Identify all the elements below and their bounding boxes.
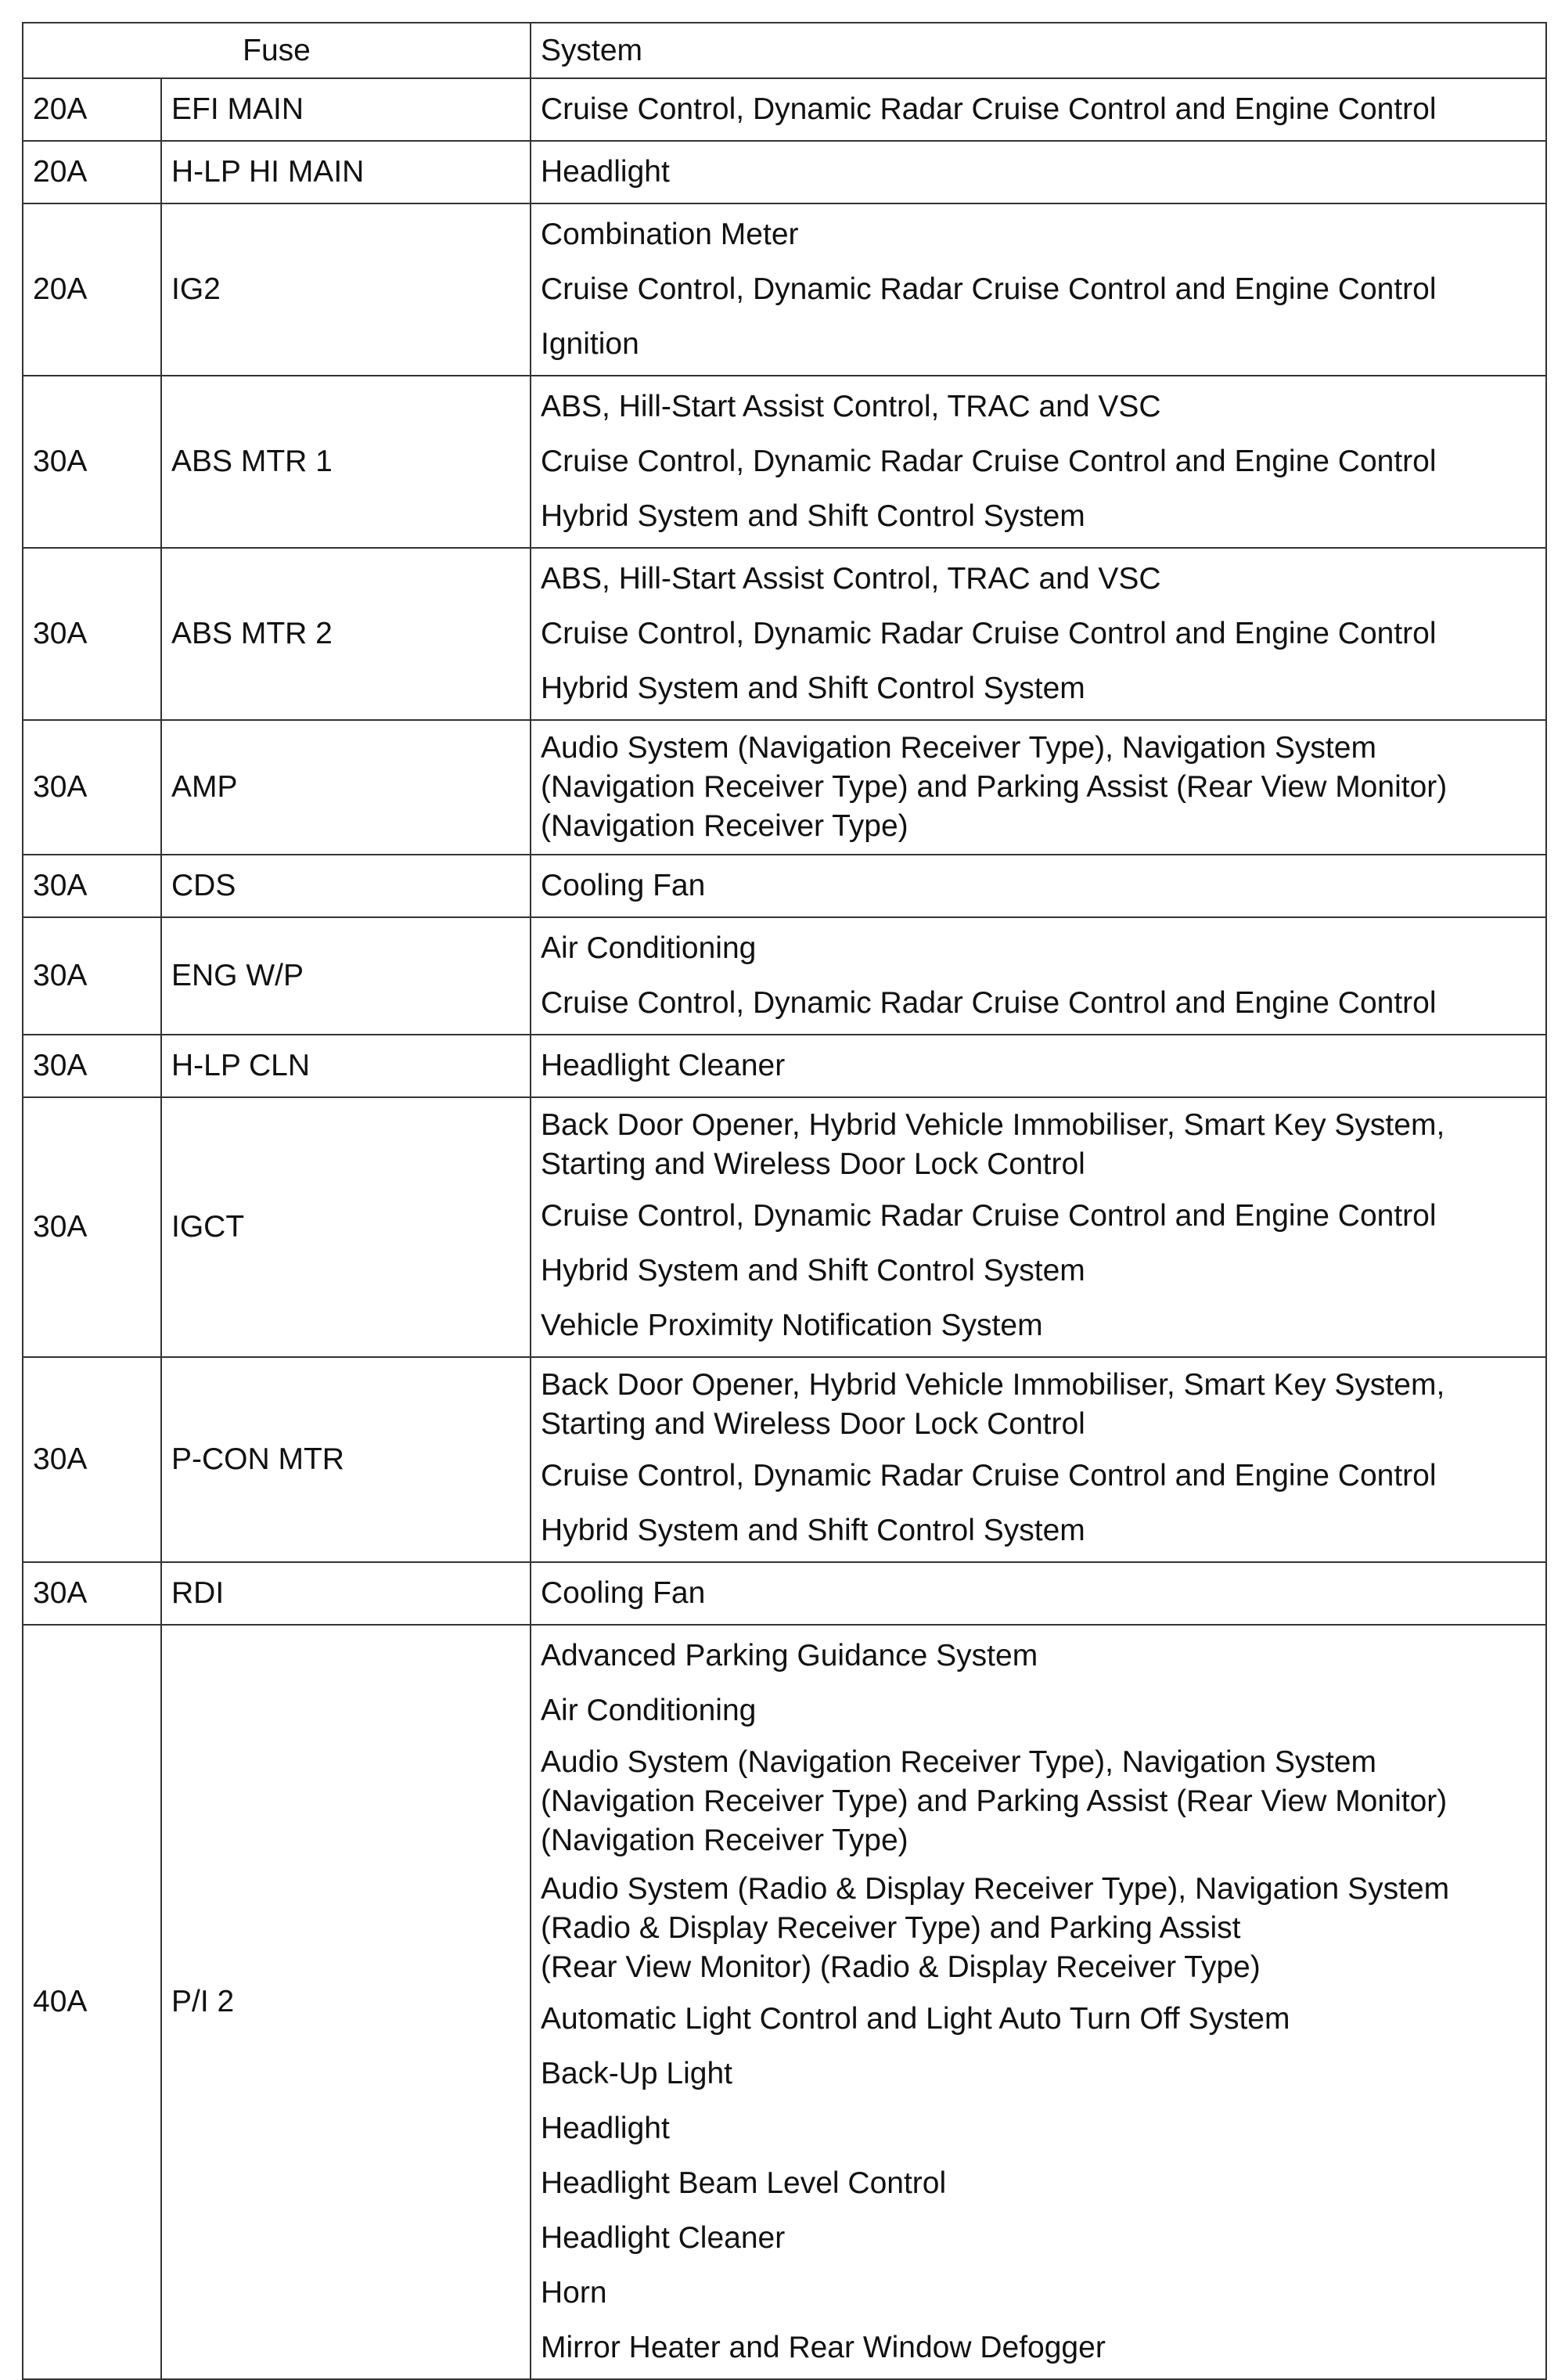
fuse-name: IG2 xyxy=(161,203,531,376)
system-list xyxy=(531,1357,1546,1562)
fuse-amperage: 40A xyxy=(23,1625,161,2379)
system-item: Cruise Control, Dynamic Radar Cruise Control and Engine Control xyxy=(541,1199,1437,1233)
fuse-name: H-LP CLN xyxy=(161,1035,531,1097)
system-item: Audio System (Radio & Display Receiver Type), Navigation System (Radio & Display Receiver Type) and Parking Assist (Rear View Monitor) (Radio & Display Receiver Type) xyxy=(541,1872,1450,1984)
table-row xyxy=(23,1035,1546,1097)
system-item: Audio System (Navigation Receiver Type), Navigation System (Navigation Receiver Type) and Parking Assist (Rear View Monitor) (Navigation Receiver Type) xyxy=(541,731,1448,843)
table-row xyxy=(23,78,1546,141)
system-list xyxy=(531,548,1546,720)
system-item: ABS, Hill-Start Assist Control, TRAC and VSC xyxy=(541,562,1161,596)
table-row xyxy=(23,917,1546,1035)
table-row xyxy=(23,548,1546,720)
fuse-name: ABS MTR 2 xyxy=(161,548,531,720)
system-list xyxy=(531,1097,1546,1357)
system-item: Hybrid System and Shift Control System xyxy=(541,1254,1085,1287)
fuse-amperage: 30A xyxy=(23,855,161,917)
system-list xyxy=(531,917,1546,1035)
system-item: Cruise Control, Dynamic Radar Cruise Control and Engine Control xyxy=(541,445,1437,478)
fuse-amperage: 20A xyxy=(23,203,161,376)
fuse-amperage: 30A xyxy=(23,917,161,1035)
table-row xyxy=(23,1357,1546,1562)
fuse-table xyxy=(22,22,1547,2380)
system-item: Mirror Heater and Rear Window Defogger xyxy=(541,2331,1106,2364)
system-item: Cooling Fan xyxy=(541,1576,706,1610)
system-item: Headlight Beam Level Control xyxy=(541,2166,947,2200)
system-item: Headlight Cleaner xyxy=(541,1049,786,1082)
system-list xyxy=(531,1625,1546,2379)
fuse-name: P-CON MTR xyxy=(161,1357,531,1562)
system-item: Cruise Control, Dynamic Radar Cruise Control and Engine Control xyxy=(541,92,1437,126)
fuse-amperage: 30A xyxy=(23,1035,161,1097)
system-item: Headlight Cleaner xyxy=(541,2221,786,2255)
fuse-name: P/I 2 xyxy=(161,1625,531,2379)
fuse-name: CDS xyxy=(161,855,531,917)
system-list xyxy=(531,720,1546,855)
system-item: Cruise Control, Dynamic Radar Cruise Control and Engine Control xyxy=(541,272,1437,306)
system-item: Cruise Control, Dynamic Radar Cruise Control and Engine Control xyxy=(541,986,1437,1020)
fuse-name: AMP xyxy=(161,720,531,855)
system-item: Cruise Control, Dynamic Radar Cruise Control and Engine Control xyxy=(541,617,1437,650)
table-row xyxy=(23,1562,1546,1625)
header-row xyxy=(23,23,1546,78)
system-item: Ignition xyxy=(541,327,639,361)
table-row xyxy=(23,1097,1546,1357)
system-item: Back Door Opener, Hybrid Vehicle Immobiliser, Smart Key System, Starting and Wireless Door Lock Control xyxy=(541,1368,1445,1441)
table-row xyxy=(23,1625,1546,2379)
system-item: Combination Meter xyxy=(541,218,799,251)
system-list xyxy=(531,78,1546,141)
system-item: Hybrid System and Shift Control System xyxy=(541,1514,1085,1547)
system-list xyxy=(531,141,1546,203)
fuse-amperage: 20A xyxy=(23,78,161,141)
table-row xyxy=(23,855,1546,917)
system-item: ABS, Hill-Start Assist Control, TRAC and VSC xyxy=(541,390,1161,423)
system-item: Audio System (Navigation Receiver Type), Navigation System (Navigation Receiver Type) and Parking Assist (Rear View Monitor) (Navigation Receiver Type) xyxy=(541,1745,1448,1857)
system-list xyxy=(531,376,1546,548)
fuse-amperage: 30A xyxy=(23,720,161,855)
system-item: Headlight xyxy=(541,2112,670,2145)
table-row xyxy=(23,203,1546,376)
system-item: Vehicle Proximity Notification System xyxy=(541,1309,1043,1342)
fuse-name: IGCT xyxy=(161,1097,531,1357)
system-item: Automatic Light Control and Light Auto Turn Off System xyxy=(541,2002,1290,2036)
system-item: Back Door Opener, Hybrid Vehicle Immobiliser, Smart Key System, Starting and Wireless Door Lock Control xyxy=(541,1108,1445,1181)
fuse-name: ABS MTR 1 xyxy=(161,376,531,548)
fuse-name: ENG W/P xyxy=(161,917,531,1035)
fuse-amperage: 30A xyxy=(23,376,161,548)
table-row xyxy=(23,141,1546,203)
fuse-name: EFI MAIN xyxy=(161,78,531,141)
table-row xyxy=(23,376,1546,548)
fuse-amperage: 30A xyxy=(23,1562,161,1625)
system-item: Hybrid System and Shift Control System xyxy=(541,499,1085,533)
fuse-amperage: 30A xyxy=(23,548,161,720)
fuse-name: RDI xyxy=(161,1562,531,1625)
system-header: System xyxy=(531,23,1546,78)
system-list xyxy=(531,203,1546,376)
system-item: Air Conditioning xyxy=(541,1694,757,1727)
fuse-amperage: 20A xyxy=(23,141,161,203)
system-item: Hybrid System and Shift Control System xyxy=(541,672,1085,705)
system-list xyxy=(531,1035,1546,1097)
system-list xyxy=(531,855,1546,917)
fuse-amperage: 30A xyxy=(23,1097,161,1357)
fuse-amperage: 30A xyxy=(23,1357,161,1562)
table-row xyxy=(23,720,1546,855)
system-item: Horn xyxy=(541,2276,607,2310)
system-item: Air Conditioning xyxy=(541,931,757,965)
system-item: Headlight xyxy=(541,155,670,189)
system-item: Cooling Fan xyxy=(541,869,706,902)
system-list xyxy=(531,1562,1546,1625)
fuse-name: H-LP HI MAIN xyxy=(161,141,531,203)
system-item: Advanced Parking Guidance System xyxy=(541,1639,1038,1672)
system-item: Back-Up Light xyxy=(541,2057,732,2090)
fuse-header: Fuse xyxy=(23,23,531,78)
system-item: Cruise Control, Dynamic Radar Cruise Control and Engine Control xyxy=(541,1459,1437,1492)
fuse-table-body xyxy=(23,78,1546,2379)
